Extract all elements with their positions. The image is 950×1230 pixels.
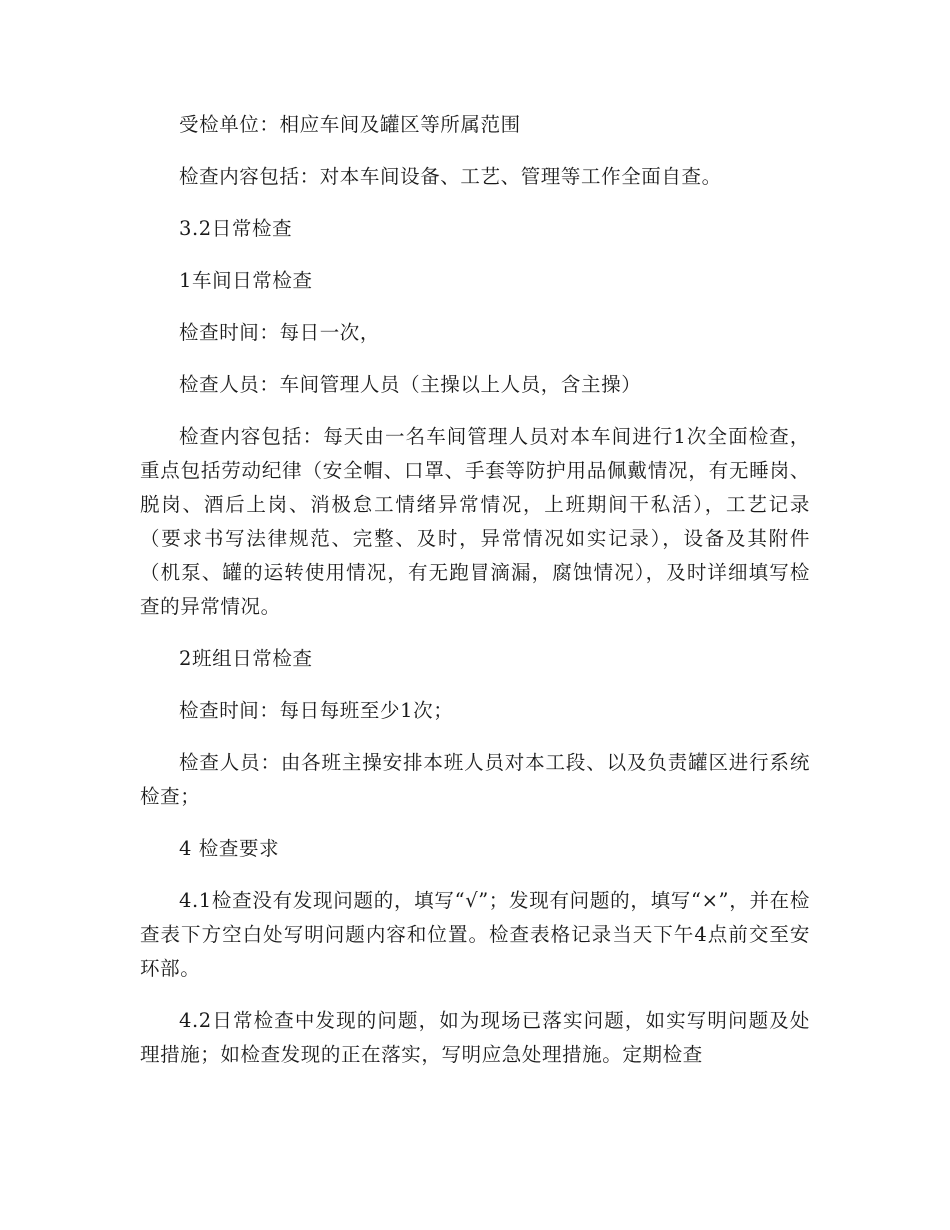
section-heading-inspection-requirements: 4 检查要求 — [179, 837, 280, 860]
section-heading-daily-inspection: 3.2日常检查 — [179, 217, 293, 240]
subheading-workshop-daily-inspection: 1车间日常检查 — [179, 269, 313, 292]
paragraph-team-inspection-time: 检查时间：每日每班至少1次； — [179, 699, 454, 722]
paragraph-requirement-4-1: 4.1检查没有发现问题的，填写“√”；发现有问题的，填写“×”，并在检查表下方空白处写明问题内容和位置。检查表格记录当天下午4点前交至安环部。 — [140, 889, 810, 980]
paragraph-team-inspection-personnel: 检查人员：由各班主操安排本班人员对本工段、以及负责罐区进行系统检查； — [140, 751, 810, 808]
paragraph-workshop-inspection-time: 检查时间：每日一次， — [179, 321, 381, 344]
paragraph-inspected-unit: 受检单位：相应车间及罐区等所属范围 — [179, 113, 521, 136]
paragraph-workshop-inspection-content: 检查内容包括：每天由一名车间管理人员对本车间进行1次全面检查，重点包括劳动纪律（安全帽、口罩、手套等防护用品佩戴情况，有无睡岗、脱岗、酒后上岗、消极怠工情绪异常情况，上班期间干私活），工艺记录（要求书写法律规范、完整、及时，异常情况如实记录），设备及其附件（机泵、罐的运转使用情况，有无跑冒滴漏，腐蚀情况），及时详细填写检查的异常情况。 — [140, 425, 810, 618]
paragraph-requirement-4-2: 4.2日常检查中发现的问题，如为现场已落实问题，如实写明问题及处理措施；如检查发现的正在落实，写明应急处理措施。定期检查 — [140, 1009, 810, 1066]
paragraph-workshop-inspection-personnel: 检查人员：车间管理人员（主操以上人员，含主操） — [179, 373, 642, 396]
paragraph-inspection-content: 检查内容包括：对本车间设备、工艺、管理等工作全面自查。 — [179, 165, 722, 188]
document-body — [140, 108, 810, 1072]
subheading-team-daily-inspection: 2班组日常检查 — [179, 647, 313, 670]
